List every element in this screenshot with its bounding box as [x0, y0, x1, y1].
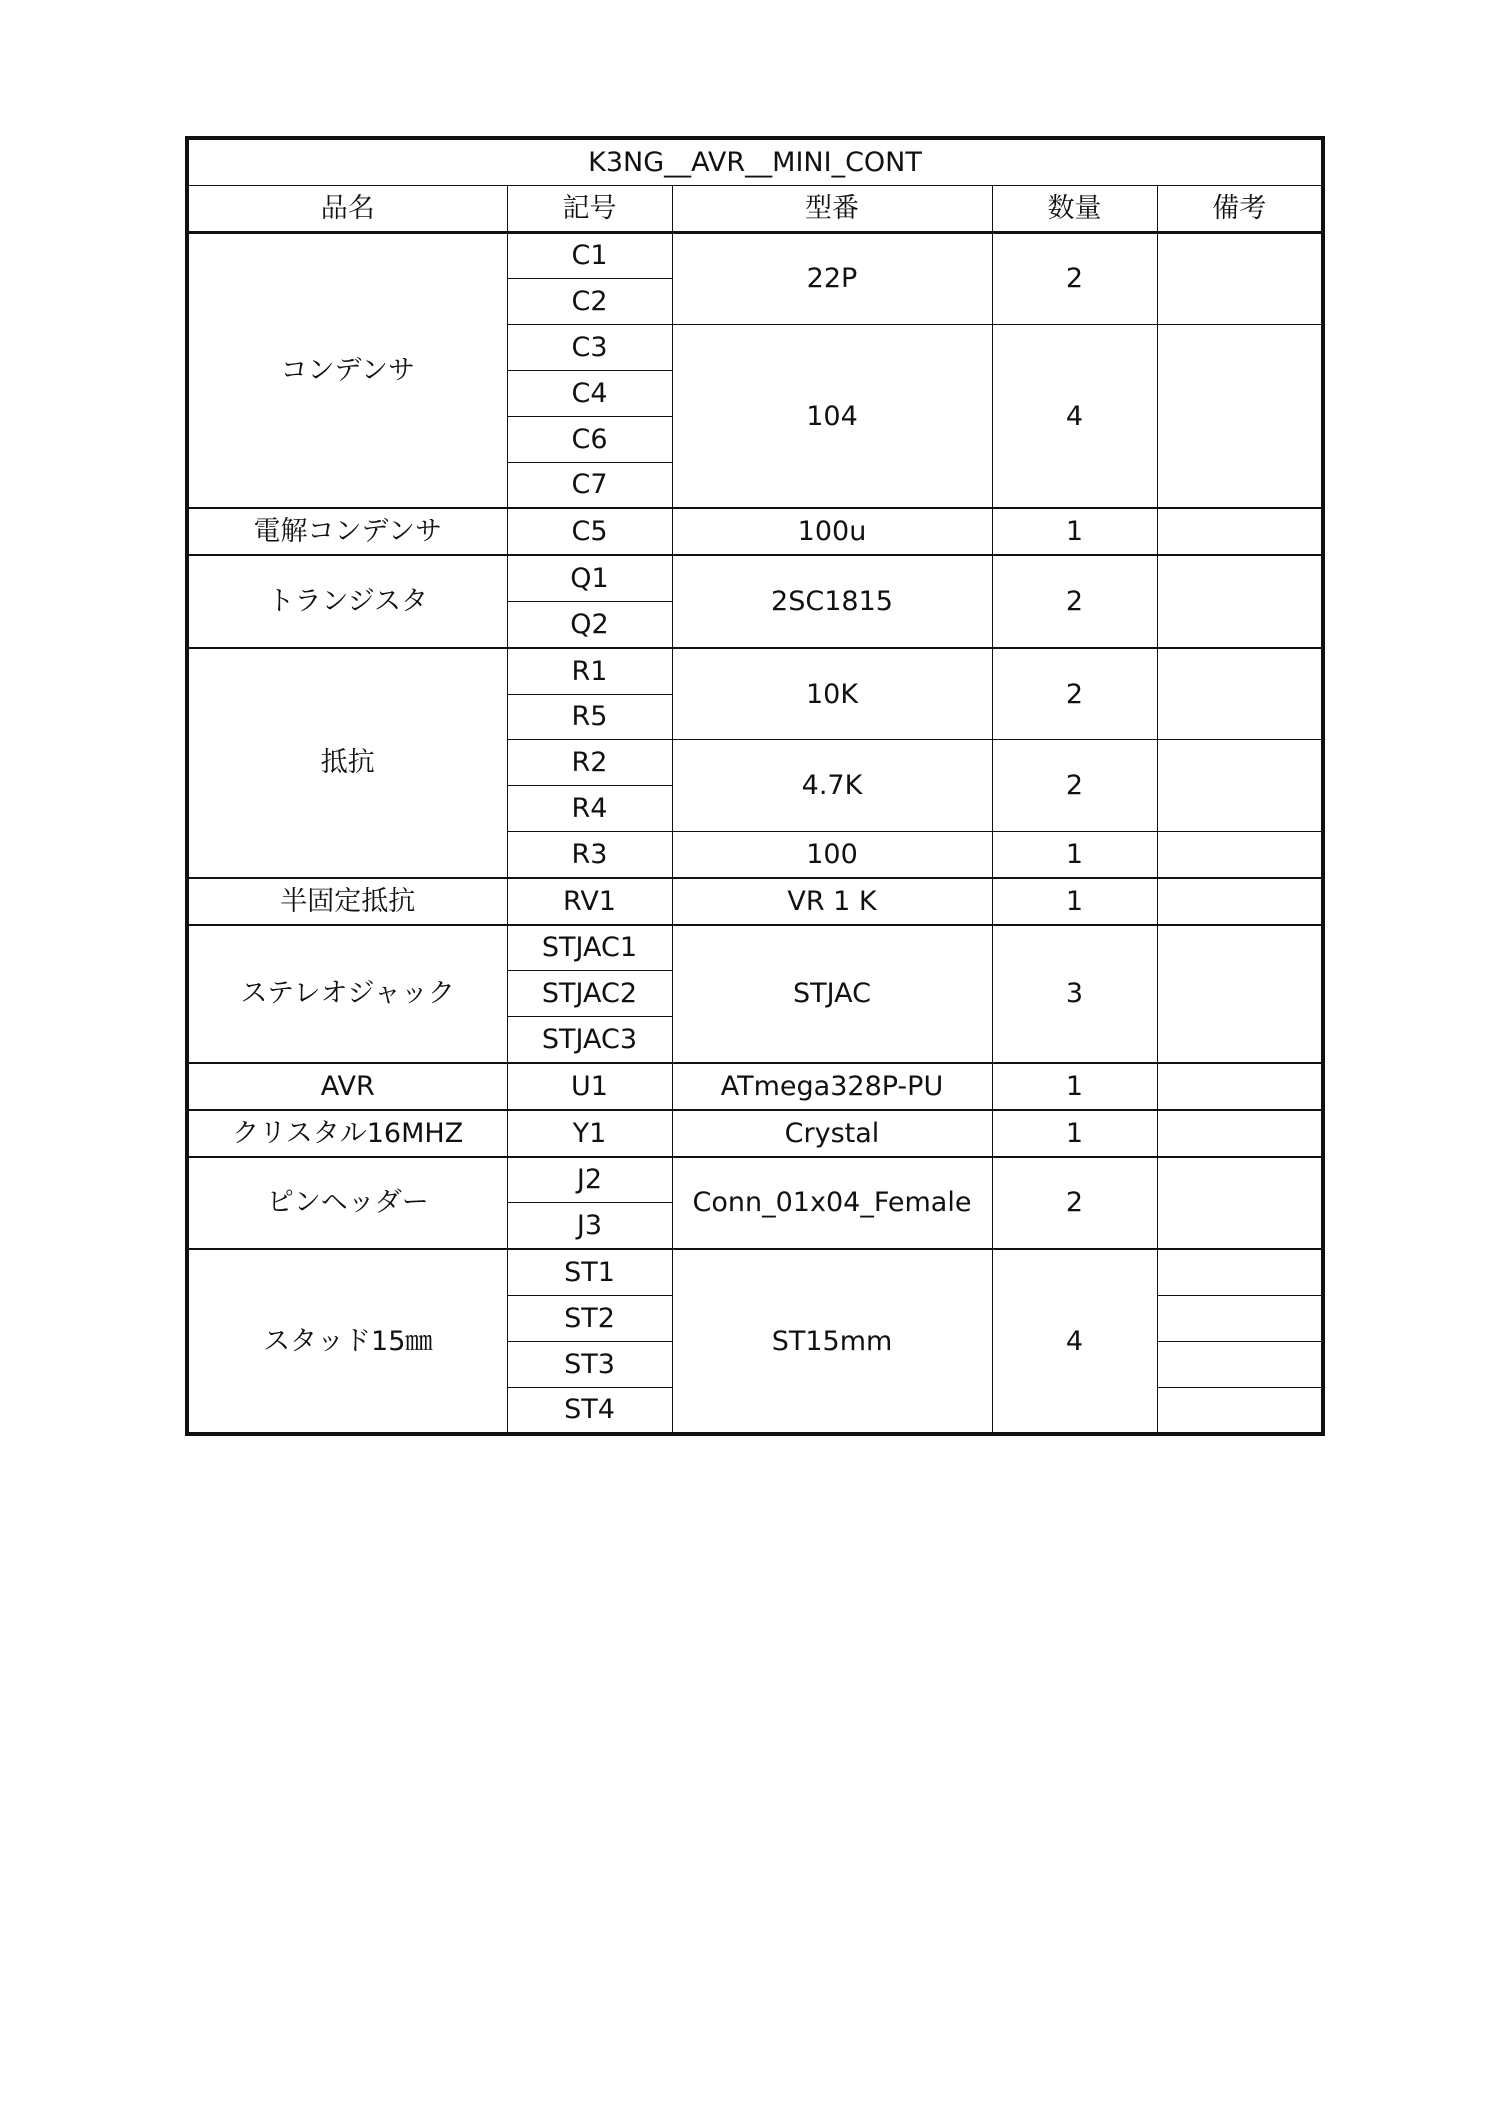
- quantity-cell: 2: [992, 1157, 1157, 1250]
- remarks-cell: [1157, 1387, 1323, 1434]
- quantity-cell: 2: [992, 555, 1157, 648]
- symbol-cell: ST1: [507, 1249, 672, 1295]
- model-number-cell: VR 1 K: [672, 878, 992, 925]
- model-number-cell: 10K: [672, 648, 992, 740]
- part-name-cell: AVR: [187, 1063, 507, 1110]
- symbol-cell: R4: [507, 786, 672, 832]
- quantity-cell: 1: [992, 508, 1157, 555]
- remarks-cell: [1157, 831, 1323, 877]
- symbol-cell: Q1: [507, 555, 672, 601]
- quantity-cell: 2: [992, 740, 1157, 832]
- model-number-cell: 2SC1815: [672, 555, 992, 648]
- remarks-cell: [1157, 325, 1323, 509]
- quantity-cell: 3: [992, 925, 1157, 1063]
- model-number-cell: 100u: [672, 508, 992, 555]
- part-name-cell: トランジスタ: [187, 555, 507, 648]
- title-row: [187, 138, 1323, 185]
- header-row: [187, 185, 1323, 232]
- symbol-cell: STJAC3: [507, 1017, 672, 1063]
- symbol-cell: C6: [507, 416, 672, 462]
- remarks-cell: [1157, 508, 1323, 555]
- model-number-cell: 22P: [672, 232, 992, 325]
- quantity-cell: 1: [992, 1110, 1157, 1157]
- table-row: [187, 555, 1323, 601]
- header-model-number: 型番: [672, 185, 992, 232]
- table-row: [187, 1249, 1323, 1295]
- part-name-cell: 半固定抵抗: [187, 878, 507, 925]
- table-title: K3NG__AVR__MINI_CONT: [187, 138, 1323, 185]
- part-name-cell: コンデンサ: [187, 232, 507, 508]
- table-row: [187, 648, 1323, 694]
- remarks-cell: [1157, 740, 1323, 832]
- model-number-cell: 4.7K: [672, 740, 992, 832]
- part-name-cell: ステレオジャック: [187, 925, 507, 1063]
- model-number-cell: 100: [672, 831, 992, 877]
- remarks-cell: [1157, 1249, 1323, 1295]
- quantity-cell: 1: [992, 1063, 1157, 1110]
- parts-list-body: [187, 138, 1323, 1434]
- symbol-cell: C2: [507, 279, 672, 325]
- part-name-cell: 電解コンデンサ: [187, 508, 507, 555]
- header-part-name: 品名: [187, 185, 507, 232]
- symbol-cell: R3: [507, 831, 672, 877]
- table-row: [187, 1110, 1323, 1157]
- symbol-cell: C3: [507, 325, 672, 371]
- remarks-cell: [1157, 232, 1323, 325]
- remarks-cell: [1157, 878, 1323, 925]
- quantity-cell: 1: [992, 878, 1157, 925]
- table-row: [187, 1063, 1323, 1110]
- remarks-cell: [1157, 1295, 1323, 1341]
- model-number-cell: Conn_01x04_Female: [672, 1157, 992, 1250]
- symbol-cell: R2: [507, 740, 672, 786]
- remarks-cell: [1157, 555, 1323, 648]
- symbol-cell: ST2: [507, 1295, 672, 1341]
- symbol-cell: ST4: [507, 1387, 672, 1434]
- symbol-cell: STJAC2: [507, 971, 672, 1017]
- symbol-cell: C5: [507, 508, 672, 555]
- symbol-cell: Y1: [507, 1110, 672, 1157]
- symbol-cell: ST3: [507, 1341, 672, 1387]
- table-row: [187, 232, 1323, 279]
- table-row: [187, 1157, 1323, 1203]
- symbol-cell: R1: [507, 648, 672, 694]
- header-remarks: 備考: [1157, 185, 1323, 232]
- symbol-cell: RV1: [507, 878, 672, 925]
- remarks-cell: [1157, 925, 1323, 1063]
- remarks-cell: [1157, 1063, 1323, 1110]
- quantity-cell: 4: [992, 1249, 1157, 1434]
- quantity-cell: 2: [992, 648, 1157, 740]
- header-quantity: 数量: [992, 185, 1157, 232]
- part-name-cell: 抵抗: [187, 648, 507, 878]
- remarks-cell: [1157, 1157, 1323, 1250]
- table-row: [187, 925, 1323, 971]
- quantity-cell: 2: [992, 232, 1157, 325]
- quantity-cell: 1: [992, 831, 1157, 877]
- part-name-cell: スタッド15㎜: [187, 1249, 507, 1434]
- symbol-cell: Q2: [507, 601, 672, 647]
- quantity-cell: 4: [992, 325, 1157, 509]
- symbol-cell: C1: [507, 232, 672, 279]
- model-number-cell: 104: [672, 325, 992, 509]
- remarks-cell: [1157, 1110, 1323, 1157]
- table-row: [187, 878, 1323, 925]
- remarks-cell: [1157, 1341, 1323, 1387]
- symbol-cell: R5: [507, 694, 672, 740]
- part-name-cell: クリスタル16MHZ: [187, 1110, 507, 1157]
- model-number-cell: STJAC: [672, 925, 992, 1063]
- table-row: [187, 508, 1323, 555]
- part-name-cell: ピンヘッダー: [187, 1157, 507, 1250]
- model-number-cell: ATmega328P-PU: [672, 1063, 992, 1110]
- parts-list-table: [185, 136, 1325, 1436]
- remarks-cell: [1157, 648, 1323, 740]
- symbol-cell: STJAC1: [507, 925, 672, 971]
- symbol-cell: J2: [507, 1157, 672, 1203]
- model-number-cell: ST15mm: [672, 1249, 992, 1434]
- symbol-cell: C4: [507, 370, 672, 416]
- model-number-cell: Crystal: [672, 1110, 992, 1157]
- symbol-cell: U1: [507, 1063, 672, 1110]
- symbol-cell: C7: [507, 462, 672, 508]
- symbol-cell: J3: [507, 1203, 672, 1249]
- header-symbol: 記号: [507, 185, 672, 232]
